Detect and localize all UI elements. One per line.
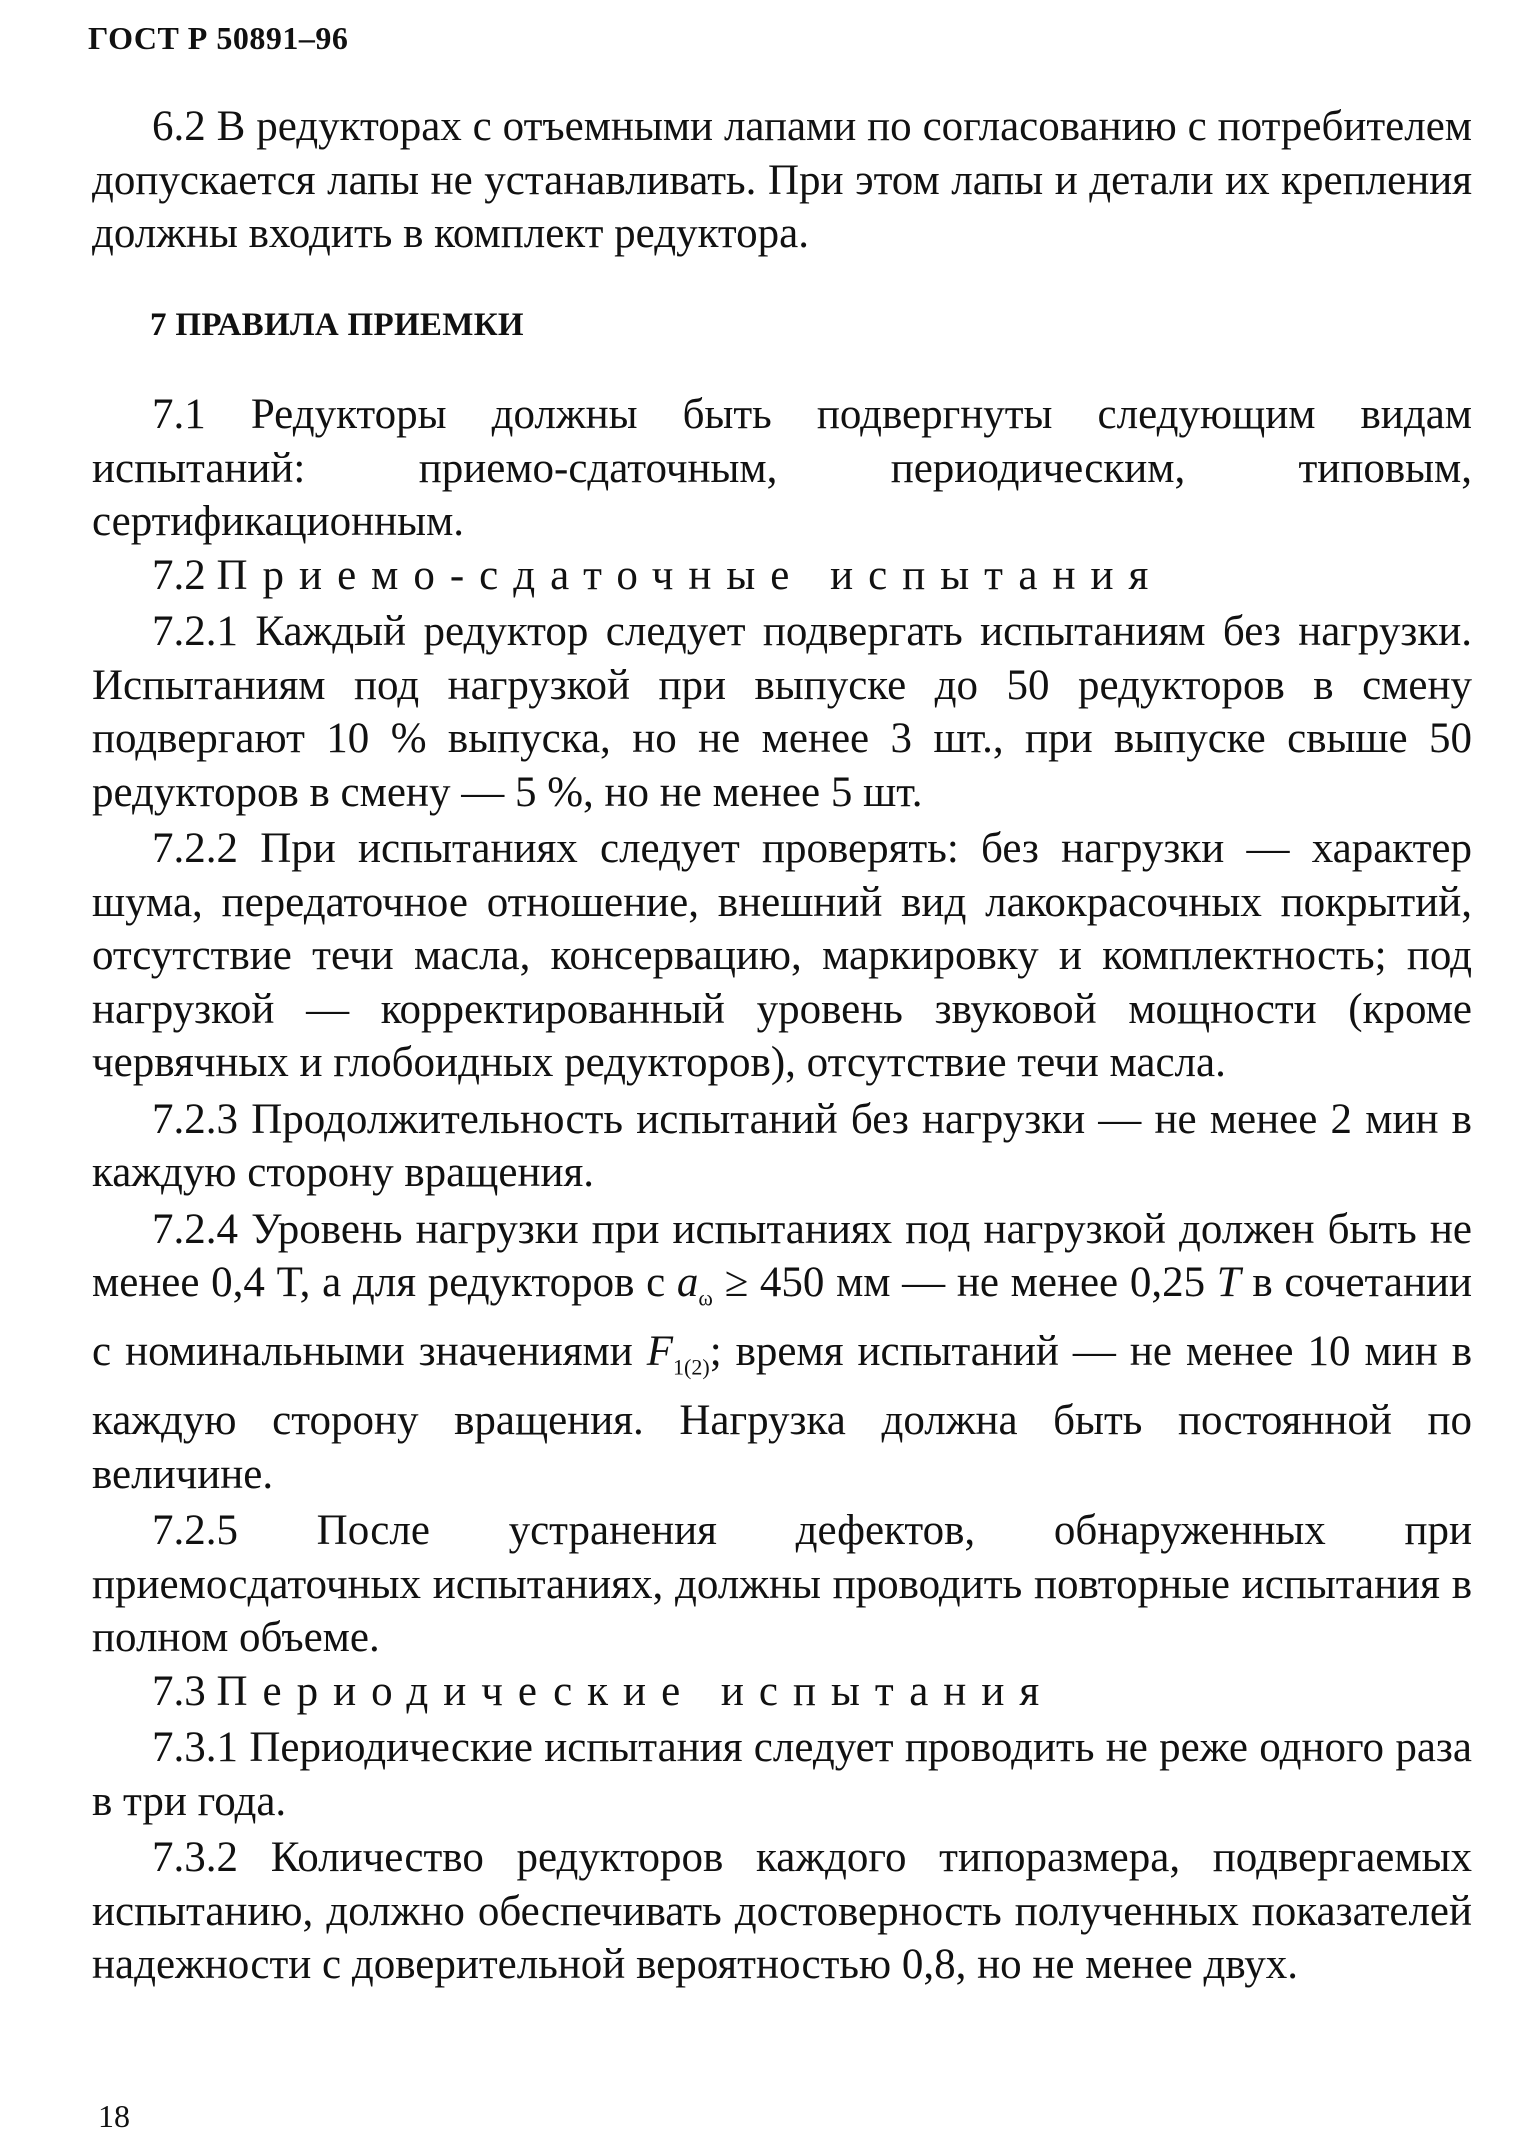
p7-2-4-part-a: 7.2.4 Уровень нагрузки при испытаниях под нагрузкой должен быть не менее 0,4 T, а для редукторов с: [92, 1205, 1472, 1306]
paragraph-7-2-3: 7.2.3 Продолжительность испытаний без нагрузки — не менее 2 мин в каждую сторону вращения.: [92, 1095, 1472, 1196]
subsection-7-2-heading: [92, 549, 1472, 603]
paragraph-7-1: 7.1 Редукторы должны быть подвергнуты следующим видам испытаний: приемо-сдаточным, периодическим, типовым, сертификационным.: [92, 391, 1472, 545]
paragraph-7-3-1: 7.3.1 Периодические испытания следует проводить не реже одного раза в три года.: [92, 1724, 1472, 1825]
sub-omega: ω: [698, 1285, 713, 1311]
subsection-7-3-title: Периодические испытания: [216, 1667, 1055, 1715]
subsection-7-3-heading: [92, 1665, 1472, 1719]
p7-2-4-part-b: ≥ 450 мм — не менее 0,25: [712, 1259, 1217, 1306]
p7-2-4-part-c: в сочетании с номинальными значениями: [92, 1259, 1472, 1376]
p7-2-4-part-d: ; время испытаний — не менее 10 мин в каждую сторону вращения. Нагрузка должна быть постоянной по величине.: [92, 1328, 1472, 1498]
paragraph-7-2-1: 7.2.1 Каждый редуктор следует подвергать испытаниям без нагрузки. Испытаниям под нагрузкой при выпуске до 50 редукторов в смену подвергают 10 % выпуска, но не менее 3 шт., при выпуске свыше 50 редукторов в смену — 5 %, но не менее 5 шт.: [92, 608, 1472, 816]
var-T: T: [1216, 1259, 1241, 1306]
paragraph-7-2-4: [92, 1203, 1472, 1502]
sub-1-2: 1(2): [673, 1354, 710, 1380]
paragraph-7-2-2: 7.2.2 При испытаниях следует проверять: без нагрузки — характер шума, передаточное отношение, внешний вид лакокрасочных покрытий, отсутствие течи масла, консервацию, маркировку и комплектность; под нагрузкой — корректированный уровень звуковой мощности (кроме червячных и глобоидных редукторов), отсутствие течи масла.: [92, 825, 1472, 1086]
var-F: F: [646, 1328, 674, 1376]
document-body: [92, 100, 1472, 1992]
subsection-7-2-number: 7.2: [152, 551, 206, 599]
paragraph-6-2: 6.2 В редукторах с отъемными лапами по согласованию с потребителем допускается лапы не устанавливать. При этом лапы и детали их крепления должны входить в комплект редуктора.: [92, 103, 1472, 257]
page-number: 18: [98, 2098, 130, 2134]
section-7-title: 7 ПРАВИЛА ПРИЕМКИ: [150, 306, 524, 343]
document-code-header: ГОСТ Р 50891–96: [88, 20, 349, 56]
subsection-7-3-number: 7.3: [152, 1667, 206, 1715]
subsection-7-2-title: Приемо-сдаточные испытания: [216, 551, 1164, 599]
paragraph-7-3-2: 7.3.2 Количество редукторов каждого типоразмера, подвергаемых испытанию, должно обеспечивать достоверность полученных показателей надежности с доверительной вероятностью 0,8, но не менее двух.: [92, 1834, 1472, 1989]
paragraph-7-2-5: 7.2.5 После устранения дефектов, обнаруженных при приемосдаточных испытаниях, должны проводить повторные испытания в полном объеме.: [92, 1507, 1472, 1662]
var-a: a: [676, 1259, 699, 1306]
